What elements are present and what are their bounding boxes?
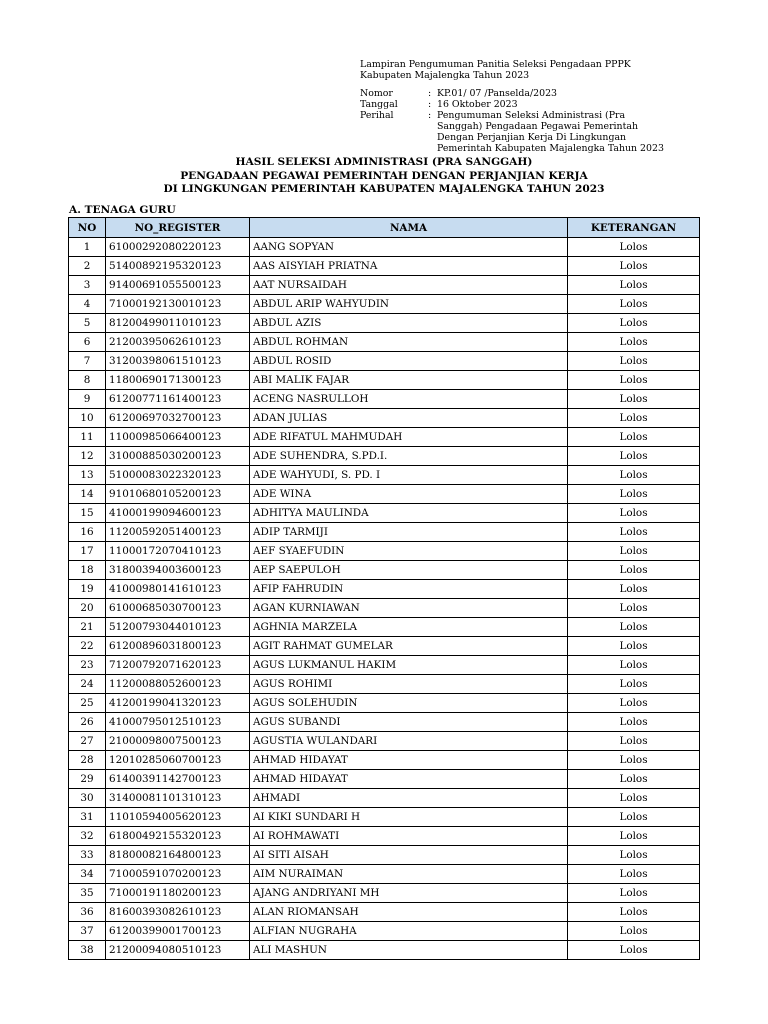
cell-no: 29 <box>69 770 106 789</box>
cell-no: 7 <box>69 352 106 371</box>
cell-no: 32 <box>69 827 106 846</box>
cell-no: 4 <box>69 295 106 314</box>
table-row <box>69 257 700 276</box>
table-row <box>69 656 700 675</box>
cell-no: 18 <box>69 561 106 580</box>
cell-nama: AI ROHMAWATI <box>250 827 568 846</box>
cell-keterangan: Lolos <box>568 751 700 770</box>
table-row <box>69 770 700 789</box>
table-row <box>69 466 700 485</box>
cell-no: 33 <box>69 846 106 865</box>
cell-no-register: 71000192130010123 <box>106 295 250 314</box>
cell-no: 16 <box>69 523 106 542</box>
cell-no: 3 <box>69 276 106 295</box>
cell-no-register: 11000985066400123 <box>106 428 250 447</box>
table-row <box>69 352 700 371</box>
cell-nama: ABDUL AZIS <box>250 314 568 333</box>
table-row <box>69 276 700 295</box>
cell-no-register: 61000292080220123 <box>106 238 250 257</box>
cell-keterangan: Lolos <box>568 941 700 960</box>
table-row <box>69 523 700 542</box>
cell-nama: AGHNIA MARZELA <box>250 618 568 637</box>
cell-nama: ALAN RIOMANSAH <box>250 903 568 922</box>
cell-nama: ADE SUHENDRA, S.PD.I. <box>250 447 568 466</box>
cell-no-register: 61200399001700123 <box>106 922 250 941</box>
cell-nama: ADIP TARMIJI <box>250 523 568 542</box>
cell-no: 31 <box>69 808 106 827</box>
cell-keterangan: Lolos <box>568 903 700 922</box>
cell-no-register: 11200592051400123 <box>106 523 250 542</box>
cell-no-register: 51200793044010123 <box>106 618 250 637</box>
cell-no-register: 41000980141610123 <box>106 580 250 599</box>
cell-keterangan: Lolos <box>568 542 700 561</box>
cell-keterangan: Lolos <box>568 865 700 884</box>
cell-no-register: 31400081101310123 <box>106 789 250 808</box>
header-nama: NAMA <box>250 218 568 238</box>
cell-no: 1 <box>69 238 106 257</box>
cell-no-register: 11000172070410123 <box>106 542 250 561</box>
cell-no: 6 <box>69 333 106 352</box>
cell-keterangan: Lolos <box>568 580 700 599</box>
cell-keterangan: Lolos <box>568 561 700 580</box>
table-row <box>69 580 700 599</box>
table-row <box>69 409 700 428</box>
cell-keterangan: Lolos <box>568 314 700 333</box>
table-row <box>69 561 700 580</box>
cell-no: 30 <box>69 789 106 808</box>
cell-nama: AFIP FAHRUDIN <box>250 580 568 599</box>
cell-no-register: 12010285060700123 <box>106 751 250 770</box>
table-row <box>69 238 700 257</box>
cell-keterangan: Lolos <box>568 713 700 732</box>
table-row <box>69 865 700 884</box>
cell-nama: ABDUL ROSID <box>250 352 568 371</box>
cell-nama: AHMAD HIDAYAT <box>250 751 568 770</box>
cell-no: 2 <box>69 257 106 276</box>
cell-no: 37 <box>69 922 106 941</box>
cell-keterangan: Lolos <box>568 846 700 865</box>
cell-no-register: 11800690171300123 <box>106 371 250 390</box>
table-row <box>69 846 700 865</box>
table-row <box>69 903 700 922</box>
cell-no: 23 <box>69 656 106 675</box>
cell-no: 19 <box>69 580 106 599</box>
cell-nama: ALFIAN NUGRAHA <box>250 922 568 941</box>
cell-nama: AGUS ROHIMI <box>250 675 568 694</box>
cell-no-register: 61000685030700123 <box>106 599 250 618</box>
cell-keterangan: Lolos <box>568 257 700 276</box>
cell-keterangan: Lolos <box>568 295 700 314</box>
cell-nama: ADHITYA MAULINDA <box>250 504 568 523</box>
cell-no: 8 <box>69 371 106 390</box>
cell-keterangan: Lolos <box>568 675 700 694</box>
meta-label: Nomor <box>360 88 393 99</box>
cell-no-register: 51400892195320123 <box>106 257 250 276</box>
table-row <box>69 884 700 903</box>
cell-no-register: 41200199041320123 <box>106 694 250 713</box>
cell-nama: ACENG NASRULLOH <box>250 390 568 409</box>
meta-label: Perihal <box>360 110 394 121</box>
title-line-3: DI LINGKUNGAN PEMERINTAH KABUPATEN MAJALENGKA TAHUN 2023 <box>163 183 605 196</box>
cell-no-register: 31800394003600123 <box>106 561 250 580</box>
cell-nama: ABDUL ARIP WAHYUDIN <box>250 295 568 314</box>
cell-no: 24 <box>69 675 106 694</box>
table-row <box>69 675 700 694</box>
meta-value: Pengumuman Seleksi Administrasi (Pra Sanggah) Pengadaan Pegawai Pemerintah Dengan Perjanjian Kerja Di Lingkungan Pemerintah Kabupaten Majalengka Tahun 2023 <box>437 110 664 154</box>
meta-colon: : <box>428 99 432 110</box>
header-keterangan: KETERANGAN <box>568 218 700 238</box>
cell-no-register: 81200499011010123 <box>106 314 250 333</box>
cell-keterangan: Lolos <box>568 428 700 447</box>
cell-no-register: 91400691055500123 <box>106 276 250 295</box>
cell-no: 14 <box>69 485 106 504</box>
cell-nama: AANG SOPYAN <box>250 238 568 257</box>
section-label: A. TENAGA GURU <box>69 204 176 216</box>
cell-nama: ADE RIFATUL MAHMUDAH <box>250 428 568 447</box>
cell-nama: AI KIKI SUNDARI H <box>250 808 568 827</box>
cell-keterangan: Lolos <box>568 447 700 466</box>
table-row <box>69 599 700 618</box>
cell-nama: AAS AISYIAH PRIATNA <box>250 257 568 276</box>
cell-keterangan: Lolos <box>568 922 700 941</box>
cell-no-register: 41000199094600123 <box>106 504 250 523</box>
cell-no: 17 <box>69 542 106 561</box>
table-row <box>69 732 700 751</box>
cell-keterangan: Lolos <box>568 789 700 808</box>
meta-row <box>360 99 760 110</box>
cell-no: 22 <box>69 637 106 656</box>
header-no-register: NO_REGISTER <box>106 218 250 238</box>
cell-no: 28 <box>69 751 106 770</box>
cell-no: 10 <box>69 409 106 428</box>
table-header-row <box>69 218 700 238</box>
cell-keterangan: Lolos <box>568 371 700 390</box>
cell-keterangan: Lolos <box>568 466 700 485</box>
table-row <box>69 789 700 808</box>
cell-nama: AGAN KURNIAWAN <box>250 599 568 618</box>
table-row <box>69 371 700 390</box>
cell-nama: AEP SAEPULOH <box>250 561 568 580</box>
cell-nama: AHMAD HIDAYAT <box>250 770 568 789</box>
header-no: NO <box>69 218 106 238</box>
cell-no: 12 <box>69 447 106 466</box>
cell-no-register: 61200771161400123 <box>106 390 250 409</box>
cell-no-register: 31000885030200123 <box>106 447 250 466</box>
table-row <box>69 922 700 941</box>
cell-keterangan: Lolos <box>568 333 700 352</box>
cell-nama: AGUS LUKMANUL HAKIM <box>250 656 568 675</box>
cell-nama: ALI MASHUN <box>250 941 568 960</box>
table-row <box>69 504 700 523</box>
title-line-2: PENGADAAN PEGAWAI PEMERINTAH DENGAN PERJANJIAN KERJA <box>180 169 588 182</box>
cell-no: 25 <box>69 694 106 713</box>
cell-keterangan: Lolos <box>568 770 700 789</box>
cell-nama: AGUS SUBANDI <box>250 713 568 732</box>
cell-keterangan: Lolos <box>568 656 700 675</box>
cell-nama: AGIT RAHMAT GUMELAR <box>250 637 568 656</box>
results-table <box>68 217 700 960</box>
table-row <box>69 542 700 561</box>
table-row <box>69 751 700 770</box>
cell-no-register: 41000795012510123 <box>106 713 250 732</box>
cell-no: 35 <box>69 884 106 903</box>
meta-row <box>360 110 760 154</box>
cell-nama: AI SITI AISAH <box>250 846 568 865</box>
cell-no-register: 61200697032700123 <box>106 409 250 428</box>
cell-no: 38 <box>69 941 106 960</box>
meta-colon: : <box>428 110 432 121</box>
table-row <box>69 295 700 314</box>
cell-no: 36 <box>69 903 106 922</box>
cell-no-register: 21000098007500123 <box>106 732 250 751</box>
cell-keterangan: Lolos <box>568 637 700 656</box>
cell-keterangan: Lolos <box>568 618 700 637</box>
attachment-line-1: Lampiran Pengumuman Panitia Seleksi Pengadaan PPPK <box>360 59 631 70</box>
cell-no-register: 71000591070200123 <box>106 865 250 884</box>
cell-nama: ABDUL ROHMAN <box>250 333 568 352</box>
cell-nama: AEF SYAEFUDIN <box>250 542 568 561</box>
table-row <box>69 447 700 466</box>
meta-value: 16 Oktober 2023 <box>437 99 518 110</box>
cell-no-register: 61800492155320123 <box>106 827 250 846</box>
meta-colon: : <box>428 88 432 99</box>
table-row <box>69 694 700 713</box>
cell-nama: ADE WINA <box>250 485 568 504</box>
cell-no-register: 71200792071620123 <box>106 656 250 675</box>
cell-no: 21 <box>69 618 106 637</box>
cell-nama: AHMADI <box>250 789 568 808</box>
cell-nama: AGUSTIA WULANDARI <box>250 732 568 751</box>
cell-no: 11 <box>69 428 106 447</box>
cell-keterangan: Lolos <box>568 504 700 523</box>
cell-keterangan: Lolos <box>568 694 700 713</box>
cell-nama: ADAN JULIAS <box>250 409 568 428</box>
cell-keterangan: Lolos <box>568 808 700 827</box>
cell-keterangan: Lolos <box>568 884 700 903</box>
cell-no-register: 51000083022320123 <box>106 466 250 485</box>
cell-keterangan: Lolos <box>568 523 700 542</box>
cell-no-register: 11010594005620123 <box>106 808 250 827</box>
cell-nama: ADE WAHYUDI, S. PD. I <box>250 466 568 485</box>
table-row <box>69 713 700 732</box>
cell-no-register: 61400391142700123 <box>106 770 250 789</box>
title-line-1: HASIL SELEKSI ADMINISTRASI (PRA SANGGAH) <box>235 156 533 168</box>
cell-no: 27 <box>69 732 106 751</box>
cell-keterangan: Lolos <box>568 276 700 295</box>
table-row <box>69 333 700 352</box>
attachment-line-2: Kabupaten Majalengka Tahun 2023 <box>360 70 530 81</box>
cell-no: 26 <box>69 713 106 732</box>
cell-no-register: 91010680105200123 <box>106 485 250 504</box>
cell-no: 9 <box>69 390 106 409</box>
cell-nama: AJANG ANDRIYANI MH <box>250 884 568 903</box>
cell-no-register: 71000191180200123 <box>106 884 250 903</box>
meta-row <box>360 88 760 99</box>
letter-meta <box>360 88 760 154</box>
table-row <box>69 808 700 827</box>
cell-keterangan: Lolos <box>568 599 700 618</box>
cell-keterangan: Lolos <box>568 485 700 504</box>
table-row <box>69 485 700 504</box>
meta-value: KP.01/ 07 /Panselda/2023 <box>437 88 558 99</box>
table-row <box>69 314 700 333</box>
document-title <box>0 156 768 197</box>
attachment-header <box>360 59 760 154</box>
cell-no: 13 <box>69 466 106 485</box>
table-row <box>69 637 700 656</box>
table-row <box>69 827 700 846</box>
cell-no-register: 81800082164800123 <box>106 846 250 865</box>
table-row <box>69 390 700 409</box>
cell-no-register: 21200395062610123 <box>106 333 250 352</box>
table-row <box>69 618 700 637</box>
cell-keterangan: Lolos <box>568 352 700 371</box>
cell-keterangan: Lolos <box>568 732 700 751</box>
cell-keterangan: Lolos <box>568 409 700 428</box>
table-row <box>69 428 700 447</box>
cell-keterangan: Lolos <box>568 238 700 257</box>
cell-no-register: 11200088052600123 <box>106 675 250 694</box>
cell-keterangan: Lolos <box>568 390 700 409</box>
cell-no: 20 <box>69 599 106 618</box>
cell-nama: AAT NURSAIDAH <box>250 276 568 295</box>
cell-nama: AGUS SOLEHUDIN <box>250 694 568 713</box>
cell-no: 15 <box>69 504 106 523</box>
cell-keterangan: Lolos <box>568 827 700 846</box>
cell-no: 34 <box>69 865 106 884</box>
cell-no-register: 61200896031800123 <box>106 637 250 656</box>
cell-no: 5 <box>69 314 106 333</box>
cell-no-register: 81600393082610123 <box>106 903 250 922</box>
cell-no-register: 31200398061510123 <box>106 352 250 371</box>
cell-no-register: 21200094080510123 <box>106 941 250 960</box>
cell-nama: AIM NURAIMAN <box>250 865 568 884</box>
cell-nama: ABI MALIK FAJAR <box>250 371 568 390</box>
table-row <box>69 941 700 960</box>
meta-label: Tanggal <box>360 99 398 110</box>
